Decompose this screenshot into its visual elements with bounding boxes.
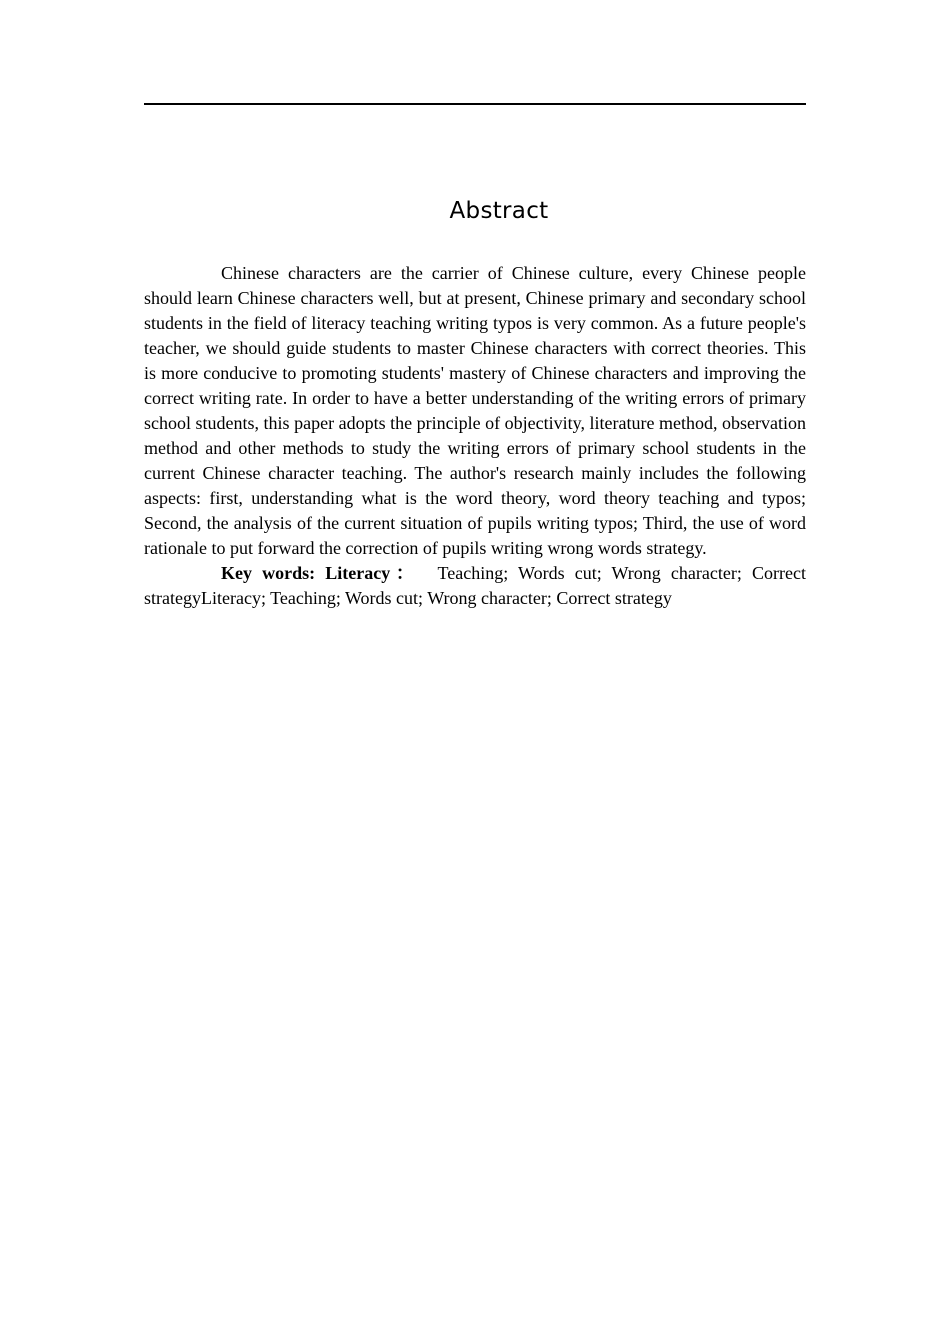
keywords-paragraph <box>144 561 806 611</box>
abstract-paragraph: Chinese characters are the carrier of Chinese culture, every Chinese people should learn Chinese characters well, but at present, Chinese primary and secondary school students in the field of literacy teaching writing typos is very common. As a future people's teacher, we should guide students to master Chinese characters with correct theories. This is more conducive to promoting students' mastery of Chinese characters and improving the correct writing rate. In order to have a better understanding of the writing errors of primary school students, this paper adopts the principle of objectivity, literature method, observation method and other methods to study the writing errors of primary school students in the current Chinese character teaching. The author's research mainly includes the following aspects: first, understanding what is the word theory, word theory teaching and typos; Second, the analysis of the current situation of pupils writing typos; Third, the use of word rationale to put forward the correction of pupils writing wrong words strategy. <box>144 263 806 558</box>
header-rule <box>144 103 806 105</box>
keywords-label: Key words: Literacy： <box>221 563 420 583</box>
keywords-text: Teaching; Words cut; Wrong character; Correct strategyLiteracy; Teaching; Words cut; Wrong character; Correct strategy <box>144 563 806 608</box>
abstract-body <box>144 261 806 611</box>
page-title: Abstract <box>449 198 549 224</box>
